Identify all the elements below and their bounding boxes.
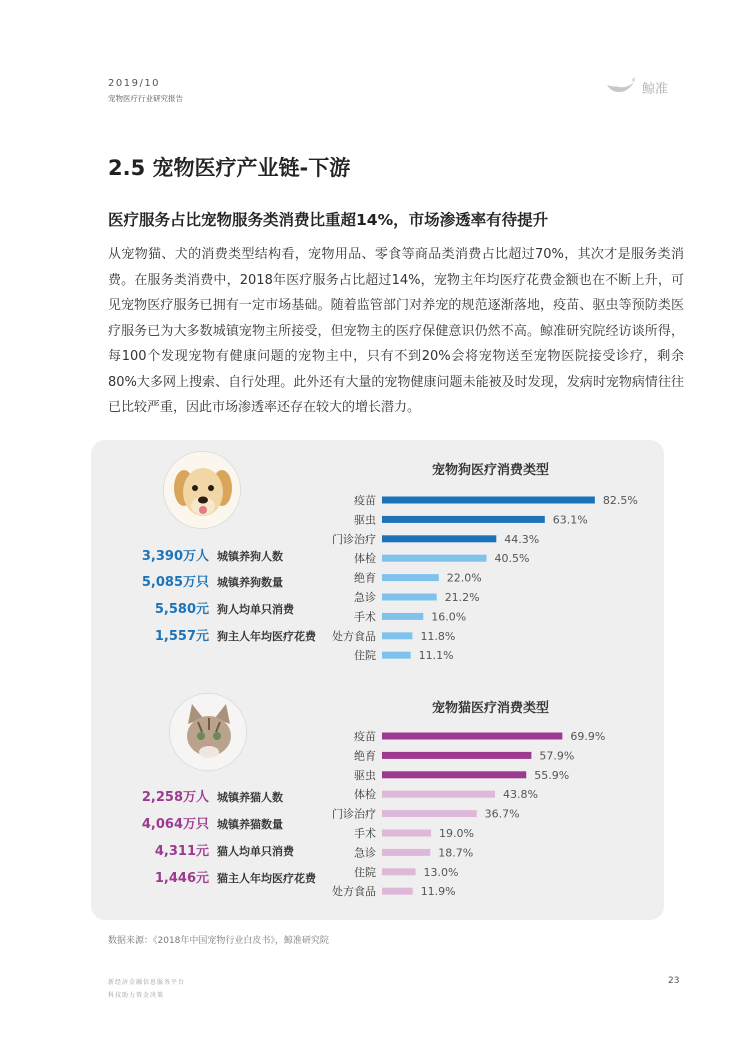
cat-chart-category-label: 手术 [354, 827, 376, 840]
cat-chart-value-label: 18.7% [438, 846, 474, 860]
dog-chart-category-label: 体检 [354, 552, 376, 566]
dog-chart-title: 宠物狗医疗消费类型 [432, 463, 550, 478]
cat-chart-value-label: 11.9% [420, 885, 456, 899]
dog-stat-count [96, 571, 283, 589]
cat-photo [169, 693, 247, 771]
stat-label: 狗人均单只消费 [217, 603, 294, 616]
dog-chart-value-label: 40.5% [494, 552, 530, 566]
dog-stat-spend [96, 598, 294, 616]
stat-value: 5,085万只 [141, 575, 209, 590]
dog-chart-bar [382, 594, 437, 601]
cat-chart-value-label: 69.9% [570, 730, 606, 743]
dog-chart-bar [382, 613, 423, 620]
footer-tagline-2: 科技助力资金决策 [108, 992, 165, 999]
cat-chart-value-label: 36.7% [484, 807, 520, 821]
dog-medical-chart [330, 490, 670, 665]
cat-stat-owners [96, 786, 283, 804]
dog-chart-category-label: 住院 [354, 649, 376, 663]
header-date: 2019/10 [108, 78, 161, 89]
stat-value: 5,580元 [154, 602, 209, 617]
header-report-name: 宠物医疗行业研究报告 [108, 94, 183, 103]
dog-chart-value-label: 63.1% [552, 513, 588, 527]
footer-tagline-1: 新经济金融信息服务平台 [108, 979, 186, 986]
whale-icon [606, 76, 636, 98]
cat-chart-category-label: 急诊 [354, 846, 376, 860]
stat-label: 城镇养狗数量 [217, 576, 283, 589]
stat-value: 4,064万只 [141, 817, 209, 832]
dog-chart-bar [382, 632, 412, 639]
dog-chart-category-label: 处方食品 [332, 629, 376, 643]
subtitle: 医疗服务占比宠物服务类消费比重超14%，市场渗透率有待提升 [108, 211, 549, 229]
cat-chart-bar [382, 752, 531, 759]
cat-chart-bar [382, 810, 477, 817]
section-title: 2.5 宠物医疗产业链-下游 [108, 156, 351, 180]
cat-chart-value-label: 57.9% [539, 749, 575, 763]
dog-chart-value-label: 22.0% [446, 571, 482, 585]
dog-photo [163, 451, 241, 529]
dog-chart-category-label: 驱虫 [354, 513, 376, 527]
data-source: 数据来源：《2018年中国宠物行业白皮书》，鲸准研究院 [108, 936, 329, 946]
cat-chart-category-label: 疫苗 [354, 730, 376, 743]
cat-chart-bar [382, 791, 495, 798]
dog-chart-value-label: 44.3% [504, 532, 540, 546]
stat-value: 3,390万人 [141, 549, 209, 564]
page-number: 23 [668, 976, 680, 986]
cat-chart-category-label: 门诊治疗 [332, 807, 376, 821]
brand-name: 鲸准 [642, 81, 669, 97]
cat-chart-bar [382, 733, 562, 740]
stat-value: 2,258万人 [141, 790, 209, 805]
cat-chart-value-label: 19.0% [439, 827, 474, 840]
dog-chart-category-label: 急诊 [354, 591, 376, 604]
dog-stat-owners [96, 545, 283, 563]
cat-chart-category-label: 绝育 [354, 749, 376, 763]
stat-value: 1,557元 [154, 629, 209, 644]
dog-chart-bar [382, 574, 439, 581]
body-paragraph: 从宠物猫、犬的消费类型结构看，宠物用品、零食等商品类消费占比超过70%，其次才是服务类消费。在服务类消费中，2018年医疗服务占比超过14%，宠物主年均医疗花费金额也在不断上升，可见宠物医疗服务已拥有一定市场基础。随着监管部门对养宠的规范逐渐落地，疫苗、驱虫等预防类医疗服务已为大多数城镇宠物主所接受，但宠物主的医疗保健意识仍然不高。鲸准研究院经访谈所得，每100个发现宠物有健康问题的宠物主中，只有不到20%会将宠物送至宠物医院接受诊疗，剩余80%大多网上搜索、自行处理。此外还有大量的宠物健康问题未能被及时发现，发病时宠物病情往往已比较严重，因此市场渗透率还存在较大的增长潜力。 [108, 247, 684, 415]
dog-chart-bar [382, 535, 496, 542]
stat-label: 猫人均单只消费 [217, 845, 294, 858]
stat-value: 1,446元 [154, 871, 209, 886]
cat-chart-bar [382, 849, 430, 856]
stat-label: 城镇养猫人数 [217, 791, 283, 804]
dog-stat-medical [96, 625, 316, 643]
cat-chart-category-label: 驱虫 [354, 768, 376, 782]
cat-chart-title: 宠物猫医疗消费类型 [432, 701, 550, 716]
dog-chart-bar [382, 497, 595, 504]
dog-chart-value-label: 16.0% [431, 610, 467, 624]
brand-logo [606, 76, 668, 98]
dog-chart-value-label: 21.2% [444, 591, 480, 604]
dog-chart-category-label: 绝育 [354, 571, 376, 585]
cat-chart-bar [382, 830, 431, 837]
stat-label: 城镇养狗人数 [217, 550, 283, 563]
cat-chart-bar [382, 888, 413, 895]
stat-label: 猫主人年均医疗花费 [217, 872, 316, 885]
cat-stat-medical [96, 867, 316, 885]
cat-chart-category-label: 处方食品 [332, 885, 376, 899]
cat-chart-value-label: 13.0% [423, 865, 459, 879]
dog-chart-bar [382, 516, 545, 523]
stat-label: 狗主人年均医疗花费 [217, 630, 316, 643]
stat-value: 4,311元 [154, 844, 209, 859]
cat-chart-value-label: 43.8% [503, 788, 538, 802]
cat-stat-count [96, 813, 283, 831]
cat-stat-spend [96, 840, 294, 858]
dog-chart-bar [382, 652, 411, 659]
dog-chart-value-label: 82.5% [602, 494, 638, 507]
cat-medical-chart [330, 726, 670, 901]
cat-chart-value-label: 55.9% [534, 768, 570, 782]
dog-chart-category-label: 手术 [354, 610, 376, 624]
dog-chart-bar [382, 555, 486, 562]
dog-chart-value-label: 11.8% [420, 629, 456, 643]
cat-chart-category-label: 住院 [354, 865, 376, 879]
cat-chart-bar [382, 868, 416, 875]
stat-label: 城镇养猫数量 [217, 818, 283, 831]
dog-chart-category-label: 门诊治疗 [332, 532, 376, 546]
cat-chart-bar [382, 771, 526, 778]
dog-chart-value-label: 11.1% [418, 649, 454, 663]
dog-chart-category-label: 疫苗 [354, 494, 376, 507]
cat-chart-category-label: 体检 [354, 788, 376, 802]
